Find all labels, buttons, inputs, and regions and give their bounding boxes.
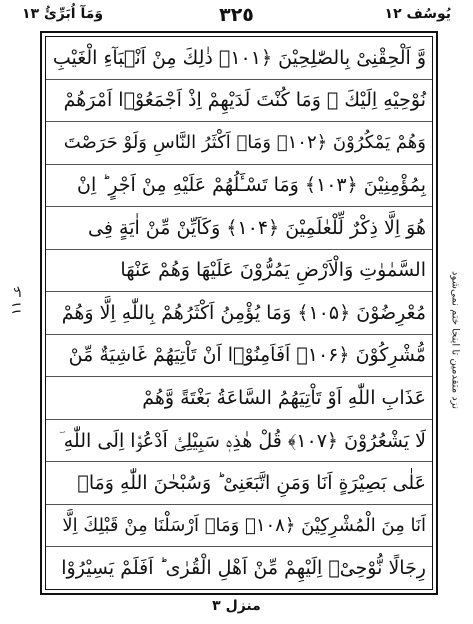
ruku-marker: عـ ۱۱ [9,285,25,315]
text-line [46,122,432,165]
page-number: ٣٢٥ [219,4,254,26]
line-text: السَّمٰوٰتِ وَالْاَرْضِ یَمُرُّوْنَ عَلَیْهَا وَهُمْ عَنْهَا [120,259,426,282]
line-text: رِجَالًا نُّوْحِیْۤ اِلَیْهِمْ مِّنْ اَهْلِ الْقُرٰى ؕ اَفَلَمْ یَسِیْرُوْا [61,557,426,580]
line-text: مُّشْرِكُوْنَ ﴿۱۰۶﴾ اَفَاَمِنُوْۤا اَنْ تَاْتِیَهُمْ غَاشِیَةٌ مِّنْ [68,344,426,367]
text-line [46,547,432,589]
text-line [46,165,432,208]
text-line [46,377,432,420]
margin-note: نزد متقدمین تا اینجا ختم نمی‌شود [449,271,461,409]
line-text: مُعْرِضُوْنَ ﴿۱۰۵﴾ وَمَا یُؤْمِنُ اَكْثَرُهُمْ بِاللّٰهِ اِلَّا وَهُمْ [61,301,426,324]
line-text: نُوْحِیْهِ اِلَیْكَ ۚ وَمَا كُنْتَ لَدَیْهِمْ اِذْ اَجْمَعُوْۤا اَمْرَهُمْ [63,89,426,112]
juz-name: وَمَآ اُبَرِّئُ ١٣ [22,6,104,22]
text-line [46,292,432,335]
line-text: وَّ اَلْحِقْنِیْ بِالصّٰلِحِیْنَ ﴿۱۰۱﴾ ذٰلِكَ مِنْ اَنْۢبَآءِ الْغَیْبِ [52,46,426,69]
text-line [46,420,432,463]
line-text: عَذَابِ اللّٰهِ اَوْ تَاْتِیَهُمُ السَّاعَةُ بَغْتَةً وَّهُمْ [142,387,426,410]
text-line [46,505,432,548]
line-text: اَنَا مِنَ الْمُشْرِكِیْنَ ﴿۱۰۸﴾ وَمَاۤ اَرْسَلْنَا مِنْ قَبْلِكَ اِلَّا [62,515,426,537]
line-text: بِمُؤْمِنِیْنَ ﴿۱۰۳﴾ وَمَا تَسْـَٔلُهُمْ عَلَیْهِ مِنْ اَجْرٍ ؕ اِنْ [77,174,426,197]
surah-name: يُوسُف ١٢ [384,6,451,22]
line-text: عَلٰى بَصِیْرَةٍ اَنَا وَمَنِ اتَّبَعَنِیْ ؕ وَسُبْحٰنَ اللّٰهِ وَمَاۤ [77,472,426,495]
line-text: لَا یَشْعُرُوْنَ ﴿۱۰۷﴾ قُلْ هٰذِهٖ سَبِیْلِیْۤ اَدْعُوْۤا اِلَى اللّٰهِ ؔ [58,429,426,452]
manzil-footer: منزل ٣ [212,598,261,614]
text-line [46,80,432,123]
text-line [46,207,432,250]
text-line [46,335,432,378]
text-line [46,37,432,80]
page-header [20,4,453,30]
text-lines [46,37,432,589]
text-frame [40,31,438,595]
line-text: هُوَ اِلَّا ذِكْرٌ لِّلْعٰلَمِیْنَ ﴿۱۰۴﴾ وَكَاَیِّنْ مِّنْ اٰیَةٍ فِی [88,216,426,239]
text-line [46,250,432,293]
text-line [46,462,432,505]
line-text: وَهُمْ یَمْكُرُوْنَ ﴿۱۰۲﴾ وَمَاۤ اَكْثَرُ النَّاسِ وَلَوْ حَرَصْتَ [63,132,426,154]
